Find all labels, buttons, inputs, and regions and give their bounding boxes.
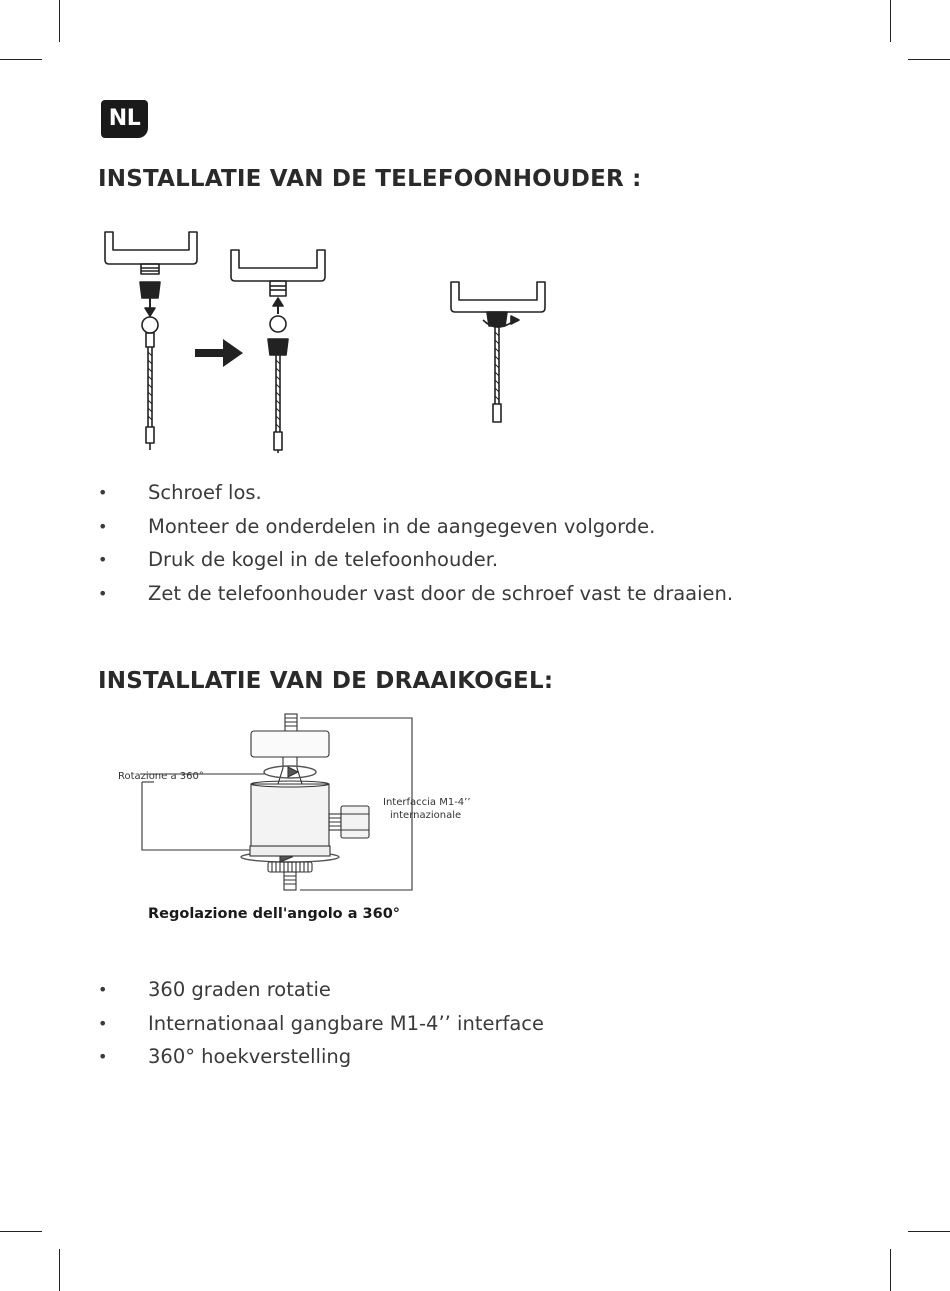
rotation-label: Rotazione a 360° xyxy=(118,771,204,782)
diagram-caption: Regolazione dell'angolo a 360° xyxy=(148,906,401,922)
list-item: • Schroef los. xyxy=(98,476,733,510)
list-item: • Zet de telefoonhouder vast door de schroef vast te draaien. xyxy=(98,577,733,611)
crop-mark xyxy=(890,0,891,42)
ball-head-features-list xyxy=(98,973,544,1074)
bullet-icon: • xyxy=(98,483,108,502)
section-heading-phone-holder: INSTALLATIE VAN DE TELEFOONHOUDER : xyxy=(98,166,642,192)
bullet-icon: • xyxy=(98,1013,108,1033)
crop-mark xyxy=(908,59,950,60)
crop-mark xyxy=(59,1249,60,1291)
list-item: • Druk de kogel in de telefoonhouder. xyxy=(98,543,733,577)
crop-mark xyxy=(0,1231,42,1232)
list-item: • Monteer de onderdelen in de aangegeven volgorde. xyxy=(98,510,733,544)
bullet-icon: • xyxy=(98,1047,108,1067)
bullet-icon: • xyxy=(98,980,108,999)
holder-step-3-illustration xyxy=(451,282,545,422)
section-heading-ball-head: INSTALLATIE VAN DE DRAAIKOGEL: xyxy=(98,668,554,694)
crop-mark xyxy=(908,1231,950,1232)
holder-step-1-illustration xyxy=(105,232,197,450)
phone-holder-steps-list xyxy=(98,476,733,610)
list-item: • 360 graden rotatie xyxy=(98,973,544,1007)
list-item: • Internationaal gangbare M1-4’’ interface xyxy=(98,1007,544,1041)
bullet-icon: • xyxy=(98,516,108,536)
holder-step-2-illustration xyxy=(231,250,325,453)
crop-mark xyxy=(0,59,42,60)
phone-holder-installation-figure xyxy=(95,222,565,462)
bullet-icon: • xyxy=(98,550,108,570)
bullet-icon: • xyxy=(98,583,108,603)
list-item: • 360° hoekverstelling xyxy=(98,1040,544,1074)
interface-label-line2: internazionale xyxy=(390,810,462,821)
language-badge: NL xyxy=(101,100,148,138)
interface-label-line1: Interfaccia M1-4’’ xyxy=(383,797,471,808)
crop-mark xyxy=(890,1249,891,1291)
crop-mark xyxy=(59,0,60,42)
step-arrow xyxy=(195,339,243,367)
